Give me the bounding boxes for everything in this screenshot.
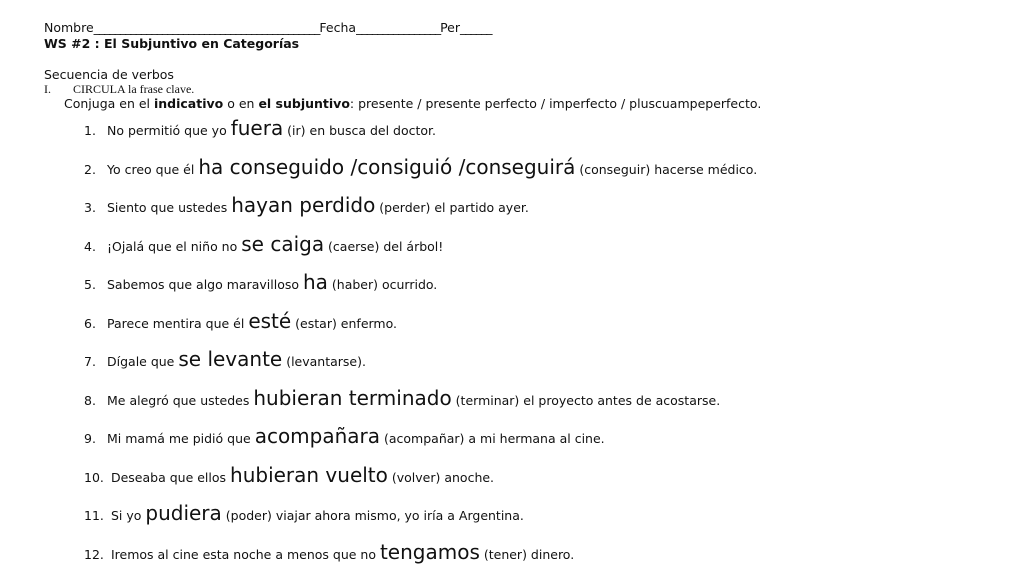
per-label: Per: [440, 20, 460, 35]
fecha-label: Fecha: [319, 20, 357, 35]
instruction-circle: [44, 82, 194, 97]
item-number: 4.: [84, 238, 96, 254]
exercise-item: [84, 116, 436, 154]
item-text-after: (tener) dinero.: [479, 546, 575, 562]
item-text-before: Sabemos que algo maravilloso: [107, 277, 303, 292]
exercise-item: [84, 540, 574, 578]
exercise-item: [84, 270, 437, 308]
item-answer: ha conseguido /consiguió /conseguirá: [198, 154, 576, 179]
conj-prefix: Conjuga en el: [64, 96, 154, 111]
item-answer: ha: [302, 270, 328, 294]
exercise-item: [84, 424, 605, 462]
item-answer: acompañara: [254, 424, 381, 448]
exercise-item: [84, 463, 494, 501]
item-number: 8.: [84, 392, 96, 408]
item-answer: fuera: [230, 116, 284, 140]
item-answer: tengamos: [379, 539, 480, 564]
fecha-blank: ________________: [356, 20, 441, 35]
item-answer: hubieran terminado: [253, 385, 452, 410]
worksheet-title: WS #2 : El Subjuntivo en Categorías: [44, 36, 300, 51]
exercise-item: [84, 386, 720, 424]
exercise-item: [84, 309, 397, 347]
exercise-item: [84, 501, 524, 539]
item-text-before: ¡Ojalá que el niño no: [107, 238, 242, 254]
item-text-before: Dígale que: [107, 354, 179, 369]
item-text-after: (estar) enfermo.: [291, 315, 398, 331]
item-text-before: Iremos al cine esta noche a menos que no: [107, 546, 380, 562]
item-text-after: (poder) viajar ahora mismo, yo iría a Argentina.: [221, 508, 524, 523]
item-text-after: (levantarse).: [282, 354, 366, 369]
item-number: 11.: [84, 508, 104, 523]
item-number: 7.: [84, 354, 96, 369]
circle-instruction-text: CIRCULA la frase clave.: [73, 82, 195, 96]
item-number: 5.: [84, 277, 96, 292]
item-answer: hayan perdido: [231, 193, 376, 217]
item-text-after: (haber) ocurrido.: [327, 277, 438, 292]
item-text-before: Deseaba que ellos: [107, 469, 231, 485]
roman-numeral: I.: [44, 82, 51, 96]
section-title: Secuencia de verbos: [44, 67, 174, 82]
item-answer: pudiera: [145, 501, 222, 525]
exercise-item: [84, 232, 443, 270]
nombre-blank: ___________________________________________: [93, 20, 320, 35]
item-text-after: (perder) el partido ayer.: [375, 200, 529, 215]
item-text-after: (ir) en busca del doctor.: [283, 123, 437, 138]
item-number: 6.: [84, 315, 96, 331]
item-number: 3.: [84, 200, 96, 215]
item-number: 9.: [84, 431, 96, 446]
item-text-before: No permitió que yo: [107, 123, 231, 138]
item-text-before: Si yo: [107, 508, 146, 523]
item-text-before: Siento que ustedes: [107, 200, 232, 215]
item-answer: se levante: [178, 347, 283, 371]
item-text-after: (volver) anoche.: [387, 469, 495, 485]
item-text-after: (caerse) del árbol!: [324, 238, 444, 254]
item-answer: se caiga: [241, 231, 325, 256]
item-text-before: Mi mamá me pidió que: [107, 431, 255, 446]
conj-suffix: : presente / presente perfecto / imperfecto / pluscuampeperfecto.: [349, 96, 762, 111]
instruction-conjugate: [64, 96, 761, 111]
subjuntivo-label: el subjuntivo: [258, 96, 350, 111]
item-text-before: Yo creo que él: [107, 161, 199, 177]
item-number: 1.: [84, 123, 96, 138]
indicativo-label: indicativo: [153, 96, 224, 111]
item-answer: hubieran vuelto: [230, 462, 388, 487]
item-number: 10.: [84, 469, 104, 485]
header-line: [44, 20, 492, 35]
item-text-after: (conseguir) hacerse médico.: [575, 161, 758, 177]
item-number: 2.: [84, 161, 96, 177]
exercise-item: [84, 155, 757, 193]
exercise-item: [84, 347, 366, 385]
item-answer: esté: [248, 308, 292, 333]
item-text-after: (acompañar) a mi hermana al cine.: [380, 431, 605, 446]
item-number: 12.: [84, 546, 104, 562]
per-blank: ______: [460, 20, 492, 35]
item-text-before: Parece mentira que él: [107, 315, 249, 331]
item-text-before: Me alegró que ustedes: [107, 392, 254, 408]
nombre-label: Nombre: [44, 20, 94, 35]
conj-middle: o en: [223, 96, 259, 111]
exercise-item: [84, 193, 529, 231]
item-text-after: (terminar) el proyecto antes de acostarse.: [451, 392, 721, 408]
